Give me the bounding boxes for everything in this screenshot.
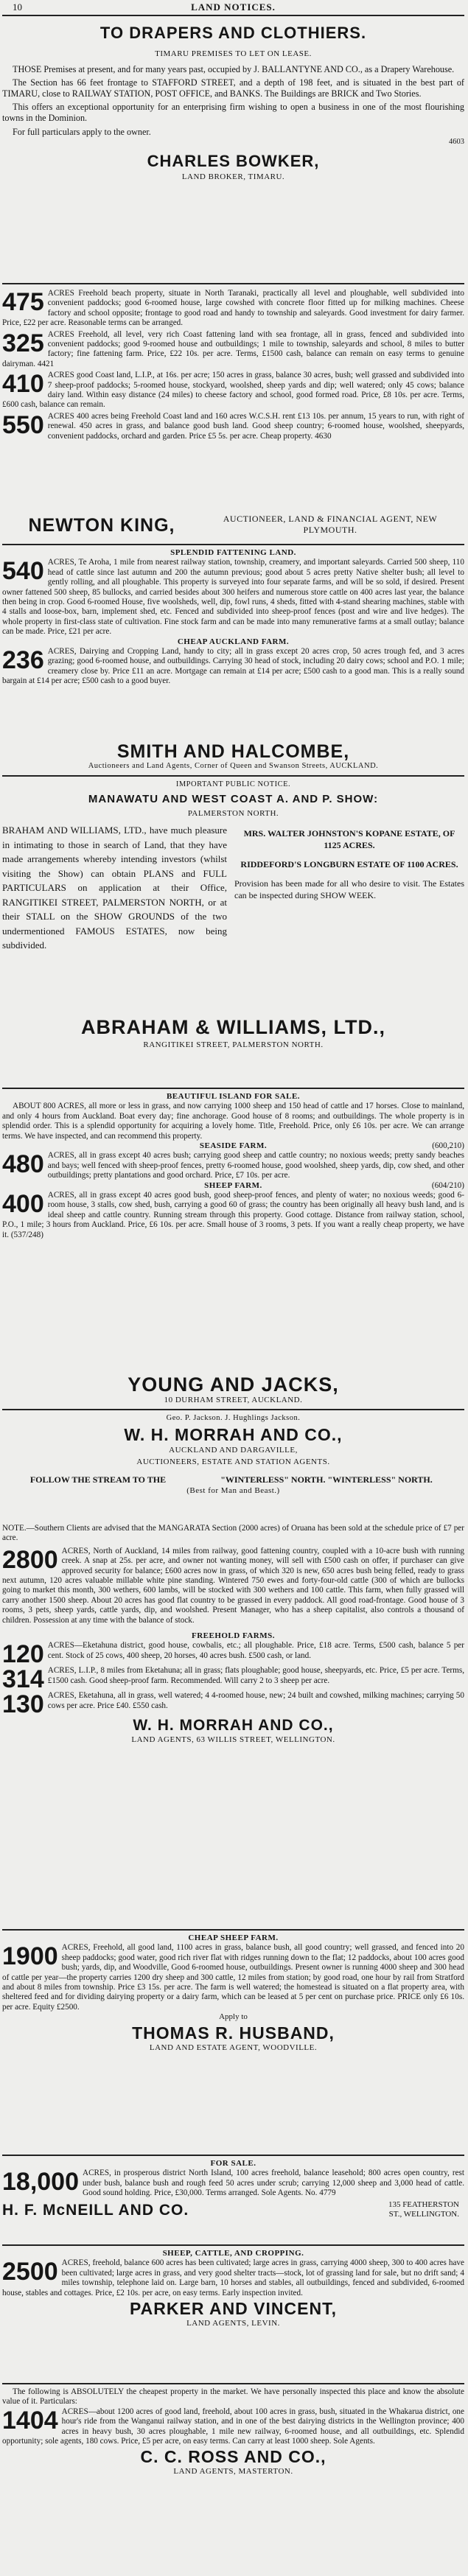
drapers-p3: This offers an exceptional opportunity for an enterprising firm wishing to open a business in one of the most flourishing towns in the Dominion. [2, 102, 464, 123]
young-t2-ref: (600,210) [432, 1141, 464, 1151]
drapers-ref: 4603 [449, 138, 464, 147]
listing-236 [2, 647, 464, 687]
mcneill-ad [2, 2159, 464, 2243]
acres-2500: 2500 [2, 2258, 58, 2286]
listing-410 [2, 371, 464, 410]
listing-120-text: ACRES—Eketahuna district, good house, cowbalis, etc.; all ploughable. Price, £18 acre. Terms, £500 cash, balance 5 per cent. Stock of 25 cows, 400 sheep, 20 horses, 40 acres bush. £500 cash, or land. [47, 1641, 464, 1660]
drapers-subhead: TIMARU PREMISES TO LET ON LEASE. [155, 49, 312, 58]
rule-7 [2, 2155, 464, 2156]
listing-2800 [2, 1547, 464, 1625]
listing-130-text: ACRES, Eketahuna, all in grass, well watered; 4 4-roomed house, new; 24 built and cowshed, milking machines; carrying 50 cows per acre. Price £40. £550 cash. [47, 1691, 464, 1710]
morrah-addr: LAND AGENTS, 63 WILLIS STREET, WELLINGTON. [131, 1735, 335, 1745]
morrah-name: W. H. MORRAH AND CO., [133, 1717, 334, 1735]
rule-8 [2, 2244, 464, 2246]
newton-king-sig [2, 511, 464, 541]
listing-314-text: ACRES, L.I.P., 8 miles from Eketahuna; all in grass; flats ploughable; good house, sheepyards, etc. Price, £5 per acre. Terms, £1500 cash. Good sheep-proof farm. Recommended. Will carry 2 to 3 sheep per acre. [47, 1666, 464, 1685]
listing-400-ref: (537/248) [10, 1230, 43, 1239]
smith-title: SPLENDID FATTENING LAND. [170, 548, 296, 557]
acres-480: 480 [2, 1150, 44, 1179]
kopane-estate: MRS. WALTER JOHNSTON'S KOPANE ESTATE, OF 1125 ACRES. [243, 828, 455, 851]
mcneill-addr-2: ST., WELLINGTON. [388, 2209, 459, 2219]
mcneill-title: FOR SALE. [210, 2159, 256, 2168]
mandeno-header [2, 1413, 464, 1522]
estate-note: Provision has been made for all who desire to visit. The Estates can be inspected during SHOW WEEK. [234, 878, 464, 901]
listing-120 [2, 1640, 464, 1669]
acres-550: 550 [2, 410, 44, 439]
listing-475 [2, 289, 464, 329]
young-t1: BEAUTIFUL ISLAND FOR SALE. [166, 1092, 301, 1101]
acres-410: 410 [2, 370, 44, 399]
rule-2 [2, 544, 464, 545]
mandeno-note: NOTE.—Southern Clients are advised that the MANGARATA Section (2000 acres) of Oruana has been sold at the schedule price of £7 per acre. [2, 1524, 464, 1543]
freehold-title: FREEHOLD FARMS. [191, 1631, 276, 1641]
acres-540: 540 [2, 557, 44, 586]
young-jacks-addr: 10 DURHAM STREET, AUCKLAND. [164, 1396, 303, 1404]
listing-550 [2, 412, 464, 441]
listing-540 [2, 558, 464, 637]
header-rule [2, 15, 464, 16]
listing-18000-text: ACRES, in prosperous district North Island, 100 acres freehold, balance leasehold; 800 acres open country, rest under bush, balance bush and rough feed 50 acres under scrub; carrying 12,000 sheep and 3,000 head of cattle. Good sound holding. Price, £30,000. Terms arranged. Sole Agents. [83, 2169, 464, 2198]
parker-title: SHEEP, CATTLE, AND CROPPING. [162, 2249, 304, 2258]
listing-480-text: ACRES, all in grass except 40 acres bush; carrying good sheep and cattle country; no noxious weeds; pretty sandy beaches and bays; well fenced with sheep-proof fences, pretty 6-roomed house, good woolshed, sheep yards, dip, cow shed, and other outbuildings; pretty plantations and good orchard. Price, £7 10s. per acre. [47, 1151, 464, 1180]
rule-3 [2, 775, 464, 777]
acres-120: 120 [2, 1640, 44, 1669]
husband-addr: LAND AND ESTATE AGENT, WOODVILLE. [149, 2043, 318, 2052]
mandeno-place: AUCKLAND AND DARGAVILLE, [169, 1445, 298, 1455]
mandeno-best: (Best for Man and Beast.) [186, 1485, 280, 1495]
page-number: 10 [13, 1, 22, 13]
abraham-williams-name: ABRAHAM & WILLIAMS, LTD., [81, 1016, 385, 1039]
ross-ad [2, 2387, 464, 2576]
mcneill-addr-1: 135 FEATHERSTON [388, 2199, 459, 2209]
newton-king-name: NEWTON KING, [28, 515, 175, 536]
section-title: LAND NOTICES. [191, 1, 276, 13]
drapers-p4: For full particulars apply to the owner. [13, 126, 151, 137]
acres-475: 475 [2, 289, 44, 316]
newspaper-page [2, 0, 464, 2576]
newton-king-ad [2, 289, 464, 510]
mandeno-name: W. H. MORRAH AND CO., [124, 1424, 343, 1444]
listing-2500 [2, 2258, 464, 2298]
listing-540-text: ACRES, Te Aroha, 1 mile from nearest railway station, township, creamery, and important saleyards. Carried 500 sheep, 110 head of cattle since last autumn and 200 the autumn previous; good about 5 acres pretty Native shelter bush; all level to gently rolling, and all ploughable. This property is surveyed into four separate farms, and will be so sold, if desired. Present owner fattened 500 sheep, 85 bullocks, and carried besides about 300 heifers and numerous store cattle on 400 acres last year, the balance then being in crop. Good 6-roomed House, five woolsheds, well, dip, fowl runs, 4 sheds, fitted with 4-stand shearing machines, stable with 4 stalls and loose-box, barn, implement shed, etc. Fenced and subdivided into sheep-proof fences (post and wire and live hedges). The whole property in first-class state of cultivation. Fine stock farm and can be made into many remunerative farms at a small outlay; balance can be made. Price, £21 per acre. [2, 558, 464, 637]
rule-9 [2, 2383, 464, 2384]
page-header [2, 1, 464, 13]
young-t3-ref: (604/210) [431, 1180, 464, 1190]
acres-314: 314 [2, 1665, 44, 1694]
manawatu-headline: MANAWATU AND WEST COAST A. AND P. SHOW: [88, 792, 379, 805]
parker-vincent-ad [2, 2249, 464, 2381]
mandeno-pre: Geo. P. Jackson. J. Hughlings Jackson. [166, 1414, 301, 1422]
mandeno-role: AUCTIONEERS, ESTATE AND STATION AGENTS. [136, 1457, 330, 1467]
acres-1404: 1404 [2, 2406, 58, 2435]
listing-2800-text: ACRES, North of Auckland, 14 miles from railway, good fattening country, coupled with a 10-acre bush with running creek. A snap at 25s. per acre, and owner not wanting money, will sell with £500 cash on offer, if purchaser can give approved security for balance; £600 acres now in grass, of which 320 is new, 650 acres bush being felled, ready to grass next autumn, 120 acres valuable millable white pine standing. Wintered 750 ewes and forty-four-old cattle (300 of which are bullocks going to market this month, 300 wethers, 600 lambs, will be stocked with 300 wethers and 100 cattle. This farm, when fully grassed will carry another 1500 sheep. About 20 acres has good flat country to be grassed in every paddock. All good road-frontage. Good house of 3 rooms, 3 pets, sheep yards, cattle yards, dip, and woolshed. Present Manager, who has a sheep capitalist, also controls a thousand of children. Possession at any time with the balance of stock. [2, 1546, 464, 1625]
listing-1404-text: ACRES—about 1200 acres of good land, freehold, about 100 acres in grass, bush, situated in the Whakarua district, one hour's ride from the Wanganui railway station, and in one of the best dairying districts in the Wellington province; 400 acres in heavy bush, 30 acres ploughable, 1 mile new railway, 6-roomed house, and all outbuildings, etc. Splendid opportunity; sole agents, 180 cows. Price, £5 per acre, on easy terms. Can carry at least 1000 sheep. Sole Agents. [2, 2407, 464, 2446]
listing-314 [2, 1665, 464, 1694]
acres-130: 130 [2, 1690, 44, 1719]
listing-550-ref: 4630 [315, 431, 332, 441]
drapers-ad [2, 19, 464, 282]
listing-236-text: ACRES, Dairying and Cropping Land, handy to city; all in grass except 20 acres crop, 50 acres trough fed, and 3 acres grazing; good 6-roomed house, and outbuildings. Carrying 30 head of stock, including 20 dairy cows; school and P.O. 1 mile; creamery close by. Price £11 an acre. Mortgage can remain at £14 per acre; £500 cash to a good man. This is a really sound bargain at £14 per acre; £500 cash to a good buyer. [2, 647, 464, 686]
newton-king-role: AUCTIONEER, LAND & FINANCIAL AGENT, NEW PLYMOUTH. [223, 514, 438, 535]
listing-1900 [2, 1943, 464, 2012]
listing-550-text: ACRES 400 acres being Freehold Coast land and 160 acres W.C.S.H. rent £13 10s. per annum, 15 years to run, with right of renewal. 450 acres in grass, and balance good bush land. Good sheep country; 6-roomed house, woolshed, sheepyards, convenient paddocks, orchard and garden. Price £5 5s. per acre. Cheap property. [47, 411, 464, 441]
mcneill-name: H. F. McNEILL AND CO. [2, 2201, 189, 2219]
mandeno-body [2, 1524, 464, 1928]
manawatu-place: PALMERSTON NORTH. [187, 808, 279, 818]
listing-18000 [2, 2169, 464, 2198]
smith-addr: Auctioneers and Land Agents, Corner of Queen and Swanson Streets, AUCKLAND. [88, 762, 379, 770]
listing-410-text: ACRES good Coast land, L.I.P., at 16s. per acre; 150 acres in grass, balance 30 acres, bush; well grassed and subdivided into 7 sheep-proof paddocks; 5-roomed house, stockyard, woolshed, sheep yards and dip; well watered; only 45 cows; balance dairy land. Within easy distance (24 miles) to cheese factory and school, good formed road. Price, £8 10s. per acre. Terms, £600 cash, balance can remain. [2, 371, 464, 410]
parker-addr: LAND AGENTS, LEVIN. [186, 2319, 280, 2328]
young-jacks-ad [2, 1092, 464, 1372]
acres-1900: 1900 [2, 1942, 58, 1971]
listing-400-text: ACRES, all in grass except 40 acres good bush, good sheep-proof fences, and plenty of water; no noxious weeds; good 6-room house, 3 stalls, cow shed, bush, carrying a good 60 of grass; the country has been originally all heavy bush land, and is ideal sheep and cattle country. Running stream through this property. Good cottage. Distance from railway station, school, P.O., 1 mile; 3 hours from Auckland. Price, £6 10s. per acre. Small house of 3 rooms, 3 pets. If you want a really cheap property, we have it. [2, 1191, 464, 1239]
smith-halcombe-ad [2, 548, 464, 740]
manawatu-pre: IMPORTANT PUBLIC NOTICE. [175, 780, 291, 788]
acres-325: 325 [2, 329, 44, 357]
rule-6 [2, 1929, 464, 1931]
manawatu-ad [2, 780, 464, 1086]
listing-130 [2, 1690, 464, 1719]
smith-name: SMITH AND HALCOMBE, [116, 741, 350, 762]
drapers-agent-sub: LAND BROKER, TIMARU. [181, 172, 285, 181]
husband-ad [2, 1933, 464, 2153]
listing-325-text: ACRES Freehold, all level, very rich Coast fattening land with sea frontage, all in grass, fenced and subdivided into convenient paddocks; good 9-roomed house and outbuildings; 1 mile to township, saleyards and school, 8 miles to butter factory; fine fattening farm. Price, £22 10s. per acre. Terms, £1500 cash, balance can remain on easy terms to genuine dairyman. [2, 329, 464, 368]
smith-sub: CHEAP AUCKLAND FARM. [177, 637, 290, 646]
mandeno-winterless: "WINTERLESS" NORTH. "WINTERLESS" NORTH. [220, 1474, 433, 1485]
acres-400: 400 [2, 1190, 44, 1219]
listing-1900-text: ACRES, Freehold, all good land, 1100 acres in grass, balance bush, all good country; well grassed, and fenced into 20 sheep paddocks; good water, good rich river flat with ridges running down to the flat; 12 paddocks, about 100 acres good bush; yards, dip, and Woodville, Good 6-roomed house, outbuildings. Present owner is running 4000 sheep and 300 head of cattle per year—the property carries 1200 dry sheep and 300 cattle, 12 miles from station; by good road, one hour by rail from Stratford and about 8 miles from township. Price £3 15s. per acre. The farm is well watered; the homestead is situated on a flat property area, with sheltered feed and for dividing dairying property or a dairy farm, which can be leased at 5 per cent on purchase price. PRICE only £6 10s. per acre. Equity £2500. [2, 1943, 464, 2012]
listing-325-ref: 4421 [37, 359, 55, 368]
young-jacks-sig [2, 1373, 464, 1407]
acres-18000: 18,000 [2, 2168, 79, 2197]
ross-name: C. C. ROSS AND CO., [140, 2447, 326, 2467]
acres-2800: 2800 [2, 1545, 58, 1574]
young-jacks-name: YOUNG AND JACKS, [128, 1373, 339, 1396]
rule-5 [2, 1409, 464, 1410]
drapers-agent: CHARLES BOWKER, [147, 151, 320, 170]
acres-236: 236 [2, 646, 44, 675]
listing-475-text: ACRES Freehold beach property, situate in North Taranaki, practically all level and ploughable, well subdivided into convenient paddocks; good 6-roomed house, large cowshed with concrete floor fitted up for milking machines. Cheese factory and school opposite; frontage to good road and handy to township and saleyards. Good investment for dairy farmer. Price, £22 per acre. Reasonable terms can be arranged. [2, 289, 464, 328]
listing-325 [2, 330, 464, 370]
manawatu-left-text: BRAHAM AND WILLIAMS, LTD., have much pleasure in intimating to those in search of Land, that they have made arrangements whereby intending investors (whilst visiting the Show) can obtain PLANS and FULL PARTICULARS on application at their Office, RANGITIKEI STREET, PALMERSTON NORTH, or at their STALL on the SHOW GROUNDS of the two undermentioned FAMOUS ESTATES, now being subdivided. [2, 825, 227, 951]
ross-addr: LAND AGENTS, MASTERTON. [173, 2467, 293, 2477]
listing-400 [2, 1191, 464, 1240]
smith-sig [2, 741, 464, 774]
drapers-p1: THOSE Premises at present, and for many years past, occupied by J. BALLANTYNE AND CO., as a Drapery Warehouse. [13, 63, 455, 74]
listing-18000-ref: No. 4779 [304, 2188, 336, 2198]
drapers-headline: TO DRAPERS AND CLOTHIERS. [99, 24, 367, 42]
abraham-williams-addr: RANGITIKEI STREET, PALMERSTON NORTH. [143, 1040, 324, 1050]
young-t3: SHEEP FARM. [204, 1180, 262, 1190]
young-t2: SEASIDE FARM. [199, 1141, 268, 1151]
mandeno-follow: FOLLOW THE STREAM TO THE [29, 1474, 167, 1485]
longburn-estate: RIDDEFORD'S LONGBURN ESTATE OF 1100 ACRES. [240, 859, 458, 870]
husband-title: CHEAP SHEEP FARM. [188, 1933, 279, 1942]
listing-1404 [2, 2407, 464, 2447]
husband-apply: Apply to [219, 2012, 248, 2022]
husband-name: THOMAS R. HUSBAND, [132, 2023, 335, 2043]
island-listing: ABOUT 800 ACRES, all more or less in grass, and now carrying 1000 sheep and 150 head of cattle and 17 horses. Close to mainland, and only 4 hours from Auckland. Boat every day; fine anchorage. Good house of 8 rooms; and outbuildings. The whole property is in splendid order. This is a splendid opportunity for acquiring a lovely home. Title, Freehold. Price, only £6 10s. per acre. We can arrange terms. We have inspected, and can recommend this property. [2, 1102, 464, 1141]
drapers-p2: The Section has 66 feet frontage to STAFFORD STREET, and a depth of 198 feet, and is situated in the best part of TIMARU, close to RAILWAY STATION, POST OFFICE, and BANKS. The Buildings are BRICK and Two Stories. [2, 77, 464, 99]
rule-4 [2, 1088, 464, 1089]
ross-intro: The following is ABSOLUTELY the cheapest property in the market. We have personally inspected this place and know the absolute value of it. Particulars: [2, 2387, 464, 2407]
parker-name: PARKER AND VINCENT, [130, 2299, 337, 2319]
listing-2500-text: ACRES, freehold, balance 600 acres has been cultivated; large acres in grass, carrying 4000 sheep, 300 to 400 acres have been cultivated; large acres in grass, and very good shelter tracts—stock, lot of grassing land for sale, but no drift sand; 4 miles township, telephone laid on. Large barn, 10 horses and stables, all outbuildings, fenced and subdivided, 6-roomed house, stables and cottages. Price, £2 10s. per acre, on easy terms. Early inspection invited. [2, 2258, 464, 2297]
rule-1 [2, 283, 464, 284]
listing-480 [2, 1151, 464, 1180]
